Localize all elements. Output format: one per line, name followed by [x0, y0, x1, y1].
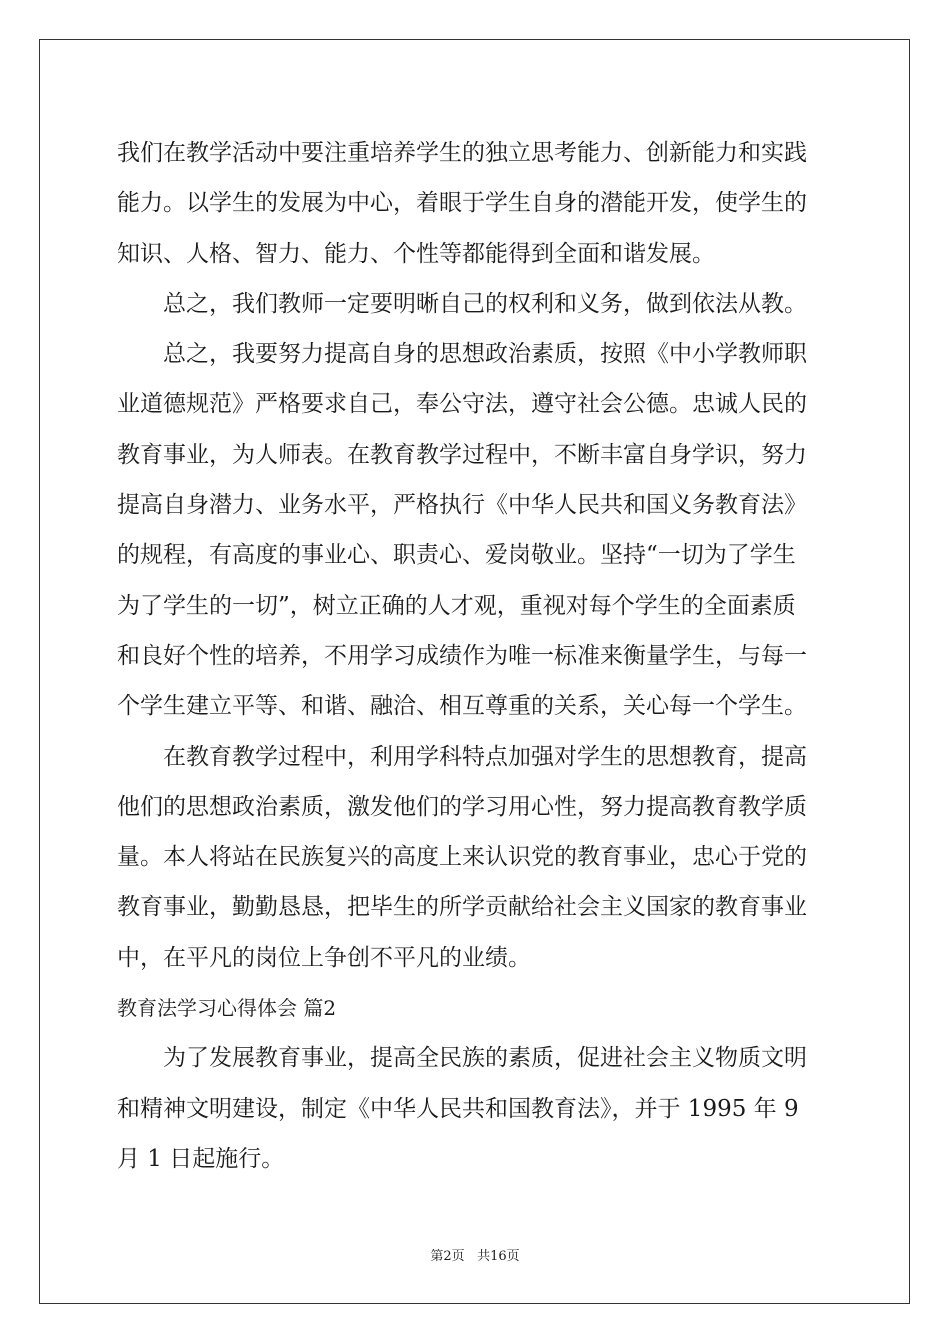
text-line: 总之，我们教师一定要明晰自己的权利和义务，做到依法从教。: [163, 290, 807, 317]
total-label: 共: [477, 1249, 491, 1264]
text-line: 个学生建立平等、和谐、融洽、相互尊重的关系，关心每一个学生。: [117, 693, 807, 720]
text-line: 月 1 日起施行。: [117, 1145, 285, 1172]
page-footer: [0, 1248, 950, 1266]
text-line: 能力。以学生的发展为中心，着眼于学生自身的潜能开发，使学生的: [117, 190, 807, 217]
page-current: 2: [443, 1249, 452, 1264]
text-line: 的规程，有高度的事业心、职责心、爱岗敬业。坚持“一切为了学生: [117, 542, 796, 569]
text-line: 为了学生的一切”，树立正确的人才观，重视对每个学生的全面素质: [117, 592, 796, 619]
text-line: 在教育教学过程中，利用学科特点加强对学生的思想教育，提高: [163, 743, 807, 770]
text-line: 提高自身潜力、业务水平，严格执行《中华人民共和国义务教育法》: [117, 492, 807, 519]
text-line: 教育事业，勤勤恳恳，把毕生的所学贡献给社会主义国家的教育事业: [117, 894, 807, 921]
page-total: 16: [490, 1249, 507, 1264]
page-unit: 页: [451, 1249, 465, 1264]
document-body: [117, 128, 835, 1184]
text-line: 他们的思想政治素质，激发他们的学习用心性，努力提高教育教学质: [117, 793, 807, 820]
text-line: 我们在教学活动中要注重培养学生的独立思考能力、创新能力和实践: [117, 140, 807, 166]
section-heading: 教育法学习心得体会 篇2: [117, 996, 337, 1021]
text-line: 知识、人格、智力、能力、个性等都能得到全面和谐发展。: [117, 240, 715, 267]
text-line: 和良好个性的培养，不用学习成绩作为唯一标准来衡量学生，与每一: [117, 642, 807, 669]
text-line: 为了发展教育事业，提高全民族的素质，促进社会主义物质文明: [163, 1045, 807, 1072]
text-line: 教育事业，为人师表。在教育教学过程中，不断丰富自身学识，努力: [117, 441, 807, 468]
text-line: 和精神文明建设，制定《中华人民共和国教育法》，并于 1995 年 9: [117, 1095, 799, 1122]
total-unit: 页: [506, 1249, 520, 1264]
text-line: 业道德规范》严格要求自己，奉公守法，遵守社会公德。忠诚人民的: [117, 391, 807, 418]
text-line: 中，在平凡的岗位上争创不平凡的业绩。: [117, 944, 531, 971]
text-line: 总之，我要努力提高自身的思想政治素质，按照《中小学教师职: [163, 341, 807, 368]
page-label: 第: [430, 1249, 444, 1264]
text-line: 量。本人将站在民族复兴的高度上来认识党的教育事业，忠心于党的: [117, 844, 807, 871]
